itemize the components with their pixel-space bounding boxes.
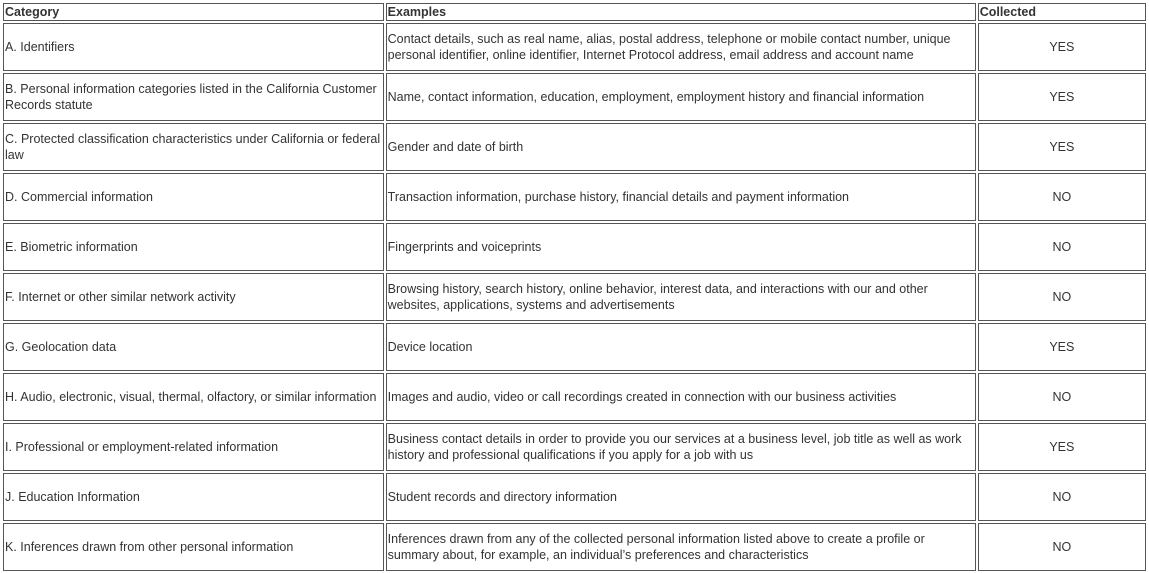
examples-cell: Contact details, such as real name, alias, postal address, telephone or mobile contact number, unique personal identifier, online identifier, Internet Protocol address, email address and account name: [386, 23, 976, 71]
collected-cell: YES: [978, 73, 1146, 121]
table-row: [3, 123, 1146, 171]
collected-cell: NO: [978, 223, 1146, 271]
table-row: [3, 423, 1146, 471]
table-body: [3, 23, 1146, 571]
category-cell: E. Biometric information: [3, 223, 384, 271]
table-row: [3, 273, 1146, 321]
examples-cell: Business contact details in order to provide you our services at a business level, job title as well as work history and professional qualifications if you apply for a job with us: [386, 423, 976, 471]
collected-cell: NO: [978, 273, 1146, 321]
category-cell: I. Professional or employment-related information: [3, 423, 384, 471]
collected-cell: NO: [978, 473, 1146, 521]
category-cell: C. Protected classification characteristics under California or federal law: [3, 123, 384, 171]
table-row: [3, 223, 1146, 271]
header-row: [3, 3, 1146, 21]
personal-information-table: [1, 1, 1148, 573]
examples-cell: Gender and date of birth: [386, 123, 976, 171]
table-row: [3, 373, 1146, 421]
collected-cell: YES: [978, 323, 1146, 371]
header-examples: Examples: [386, 3, 976, 21]
table-row: [3, 173, 1146, 221]
table-row: [3, 73, 1146, 121]
examples-cell: Device location: [386, 323, 976, 371]
category-cell: A. Identifiers: [3, 23, 384, 71]
table-row: [3, 523, 1146, 571]
category-cell: G. Geolocation data: [3, 323, 384, 371]
examples-cell: Images and audio, video or call recordings created in connection with our business activities: [386, 373, 976, 421]
table-row: [3, 473, 1146, 521]
category-cell: D. Commercial information: [3, 173, 384, 221]
table-row: [3, 23, 1146, 71]
examples-cell: Name, contact information, education, employment, employment history and financial information: [386, 73, 976, 121]
collected-cell: NO: [978, 523, 1146, 571]
category-cell: B. Personal information categories listed in the California Customer Records statute: [3, 73, 384, 121]
examples-cell: Browsing history, search history, online behavior, interest data, and interactions with our and other websites, applications, systems and advertisements: [386, 273, 976, 321]
category-cell: H. Audio, electronic, visual, thermal, olfactory, or similar information: [3, 373, 384, 421]
header-category: Category: [3, 3, 384, 21]
collected-cell: NO: [978, 173, 1146, 221]
examples-cell: Student records and directory information: [386, 473, 976, 521]
collected-cell: NO: [978, 373, 1146, 421]
examples-cell: Fingerprints and voiceprints: [386, 223, 976, 271]
collected-cell: YES: [978, 423, 1146, 471]
examples-cell: Inferences drawn from any of the collected personal information listed above to create a profile or summary about, for example, an individual’s preferences and characteristics: [386, 523, 976, 571]
category-cell: F. Internet or other similar network activity: [3, 273, 384, 321]
table-header: [3, 3, 1146, 21]
category-cell: J. Education Information: [3, 473, 384, 521]
header-collected: Collected: [978, 3, 1146, 21]
collected-cell: YES: [978, 123, 1146, 171]
table-row: [3, 323, 1146, 371]
examples-cell: Transaction information, purchase history, financial details and payment information: [386, 173, 976, 221]
category-cell: K. Inferences drawn from other personal information: [3, 523, 384, 571]
collected-cell: YES: [978, 23, 1146, 71]
